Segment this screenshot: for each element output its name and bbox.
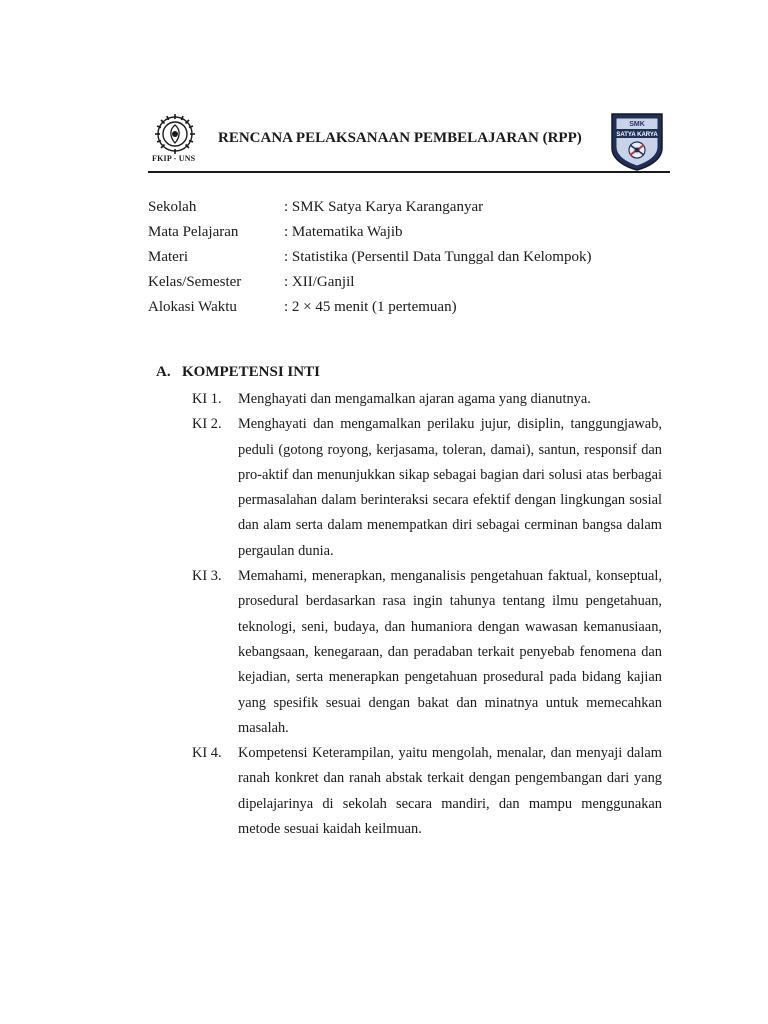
list-item — [192, 564, 668, 741]
identity-value: : SMK Satya Karya Karanganyar — [284, 199, 484, 215]
document-title: RENCANA PELAKSANAAN PEMBELAJARAN (RPP) — [218, 130, 582, 146]
identity-value: : Statistika (Persentil Data Tunggal dan Kelompok) — [284, 249, 592, 265]
identity-label: Materi — [148, 249, 188, 265]
logo-text-band: SATYA KARYA — [616, 132, 658, 138]
identity-row-mata-pelajaran — [148, 222, 668, 247]
header-divider — [148, 171, 670, 173]
list-item — [192, 412, 668, 564]
document-header — [148, 108, 670, 174]
list-item-number: KI 2. — [192, 416, 222, 433]
identity-value: : Matematika Wajib — [284, 224, 403, 240]
identity-table — [148, 197, 668, 322]
section-letter: A. — [156, 364, 171, 380]
logo-text-smk: SMK — [629, 121, 645, 128]
smk-satya-karya-logo-icon — [608, 110, 666, 172]
list-item-text: Menghayati dan mengamalkan perilaku jujur, disiplin, tanggungjawab, peduli (gotong royong, kerjasama, toleran, damai), santun, responsif dan pro-aktif dan menunjukkan sikap sebagai bagian dari solusi atas berbagai permasalahan dalam berinteraksi secara efektif dengan lingkungan sosial dan alam serta dalam menempatkan diri sebagai cerminan bangsa dalam pergaulan dunia. — [238, 416, 662, 559]
list-item — [192, 387, 668, 412]
identity-label: Sekolah — [148, 199, 197, 215]
identity-row-kelas-semester — [148, 272, 668, 297]
identity-value: : 2 × 45 menit (1 pertemuan) — [284, 299, 457, 315]
list-item-number: KI 3. — [192, 568, 222, 585]
identity-label: Alokasi Waktu — [148, 299, 237, 315]
kompetensi-inti-list — [192, 387, 668, 842]
identity-label: Kelas/Semester — [148, 274, 242, 290]
list-item-number: KI 1. — [192, 391, 222, 407]
identity-row-materi — [148, 247, 668, 272]
identity-label: Mata Pelajaran — [148, 224, 239, 240]
list-item-text: Memahami, menerapkan, menganalisis pengetahuan faktual, konseptual, prosedural berdasarkan rasa ingin tahunya tentang ilmu pengetahuan, teknologi, seni, budaya, dan humaniora dengan wawasan kemanusiaan, kebangsaan, kenegaraan, dan peradaban terkait penyebab fenomena dan kejadian, serta menerapkan pengetahuan prosedural pada bidang kajian yang spesifik sesuai dengan bakat dan minatnya untuk memecahkan masalah. — [238, 568, 662, 736]
section-kompetensi-inti — [156, 362, 676, 386]
list-item-text: Kompetensi Keterampilan, yaitu mengolah, menalar, dan menyaji dalam ranah konkret dan ranah abstak terkait dengan pengembangan dari yang dipelajarinya di sekolah secara mandiri, dan mampu menggunakan metode sesuai kaidah keilmuan. — [238, 745, 662, 838]
list-item-number: KI 4. — [192, 745, 222, 762]
identity-row-sekolah — [148, 197, 668, 222]
list-item — [192, 741, 668, 842]
section-heading — [156, 362, 676, 386]
section-title: KOMPETENSI INTI — [182, 364, 320, 380]
identity-value: : XII/Ganjil — [284, 274, 355, 290]
identity-row-alokasi-waktu — [148, 297, 668, 322]
logo-caption: FKIP - UNS — [152, 154, 196, 163]
list-item-text: Menghayati dan mengamalkan ajaran agama yang dianutnya. — [238, 391, 591, 407]
